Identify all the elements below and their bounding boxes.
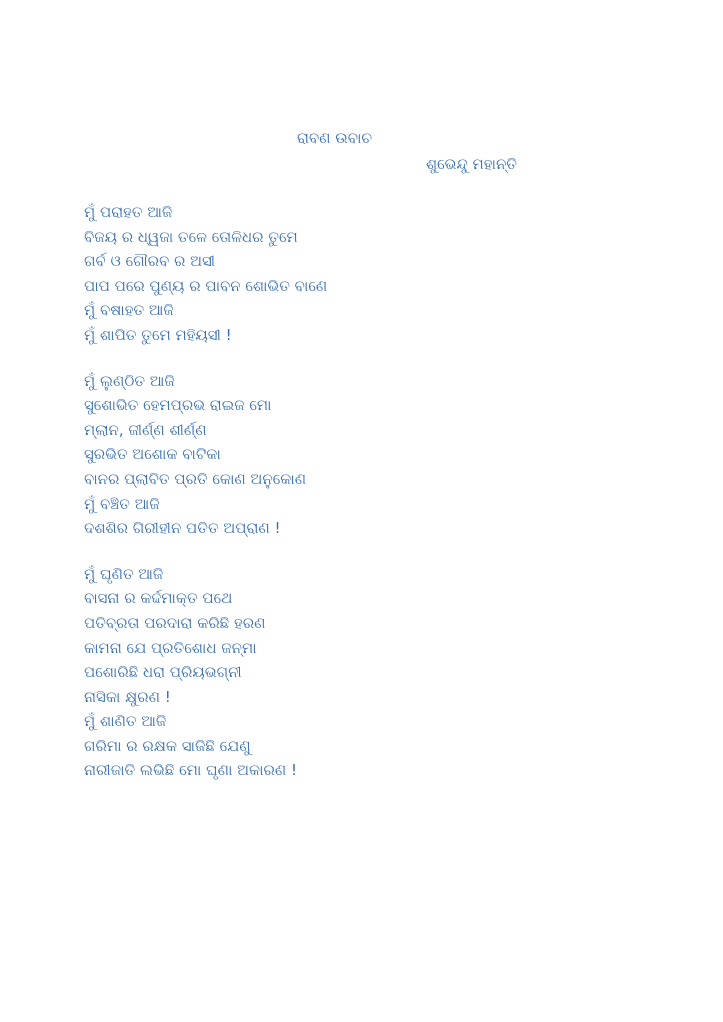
poem-line: ବିଜୟ ର ଧ୍ୱଜା ତଳେ ତୋଳିଧର ତୁମେ [84,227,298,246]
poem-line: ଗରିମା ର ରକ୍ଷକ ସାଜିଛି ଯେଣୁ [84,736,251,755]
poem-line: ମୁଁ ବଷାହତ ଆଜି [84,301,174,320]
poem-body [84,200,684,804]
poem-line: ନାସିକା କ୍ଷୁରଣ ! [84,687,171,706]
poem-line: ଦଶଶିର ଗିରୀହୀନ ପତିତ ଅପ୍ରାଣ ! [84,519,281,538]
poem-line: ସୁଶୋଭିତ ହେମପ୍ରଭ ରାଇଜ ମୋ [84,396,272,415]
stanza-2 [84,369,684,541]
poem-line: କାମନା ଯେ ପ୍ରତିଶୋଧ ଜନ୍ମା [84,638,257,657]
poem-line: ମୁଁ ଶାପିତ ତୁମେ ମହିୟସୀ ! [84,325,232,344]
poem-title: ରାବଣ ଉବାଚ [297,129,373,147]
poem-line: ମ୍ଲାନ, ଜୀର୍ଣ୍ଣ ଶୀର୍ଣ୍ଣ [84,420,207,439]
poem-line: ବାନର ପ୍ଲାବିତ ପ୍ରତି କୋଣ ଅନୁକୋଣ [84,469,307,488]
poem-line: ମୁଁ ବଞ୍ଚିତ ଆଜି [84,494,160,513]
poem-line: ସୁରଭିତ ଅଶୋକ ବାଟିକା [84,445,221,464]
poem-line: ମୁଁ ଶାଣିତ ଆଜି [84,712,167,731]
poem-line: ପାପ ପରେ ପୁଣ୍ୟ ର ପାବନ ଶୋଭିତ ବାଣେ [84,276,328,295]
poem-line: ମୁଁ ଲୁଣ୍ଠିତ ଆଜି [84,371,175,390]
poem-line: ପଶୋରିଛି ଧରା ପ୍ରିୟଭଗ୍ନୀ [84,663,242,682]
poem-line: ମୁଁ ଘୃଣିତ ଆଜି [84,564,164,583]
stanza-3 [84,562,684,783]
poem-line: ବାସନା ର କର୍ଦ୍ଦମାକ୍ତ ପଥେ [84,589,233,608]
poem-line: ମୁଁ ପରାହତ ଆଜି [84,203,173,221]
stanza-1 [84,200,684,348]
poem-author: ଶୁଭେନ୍ଦୁ ମହାନ୍ତି [426,155,517,173]
poem-line: ଗର୍ବ ଓ ଗୌରବ ର ଅସୀ [84,252,216,271]
poem-line: ନାରୀଜାତି ଲଭିଛି ମୋ ଘୃଣା ଅକାରଣ ! [84,761,297,780]
poem-line: ପତିବ୍ରତା ପରଦାରା କରିଛି ହରଣ [84,613,266,632]
